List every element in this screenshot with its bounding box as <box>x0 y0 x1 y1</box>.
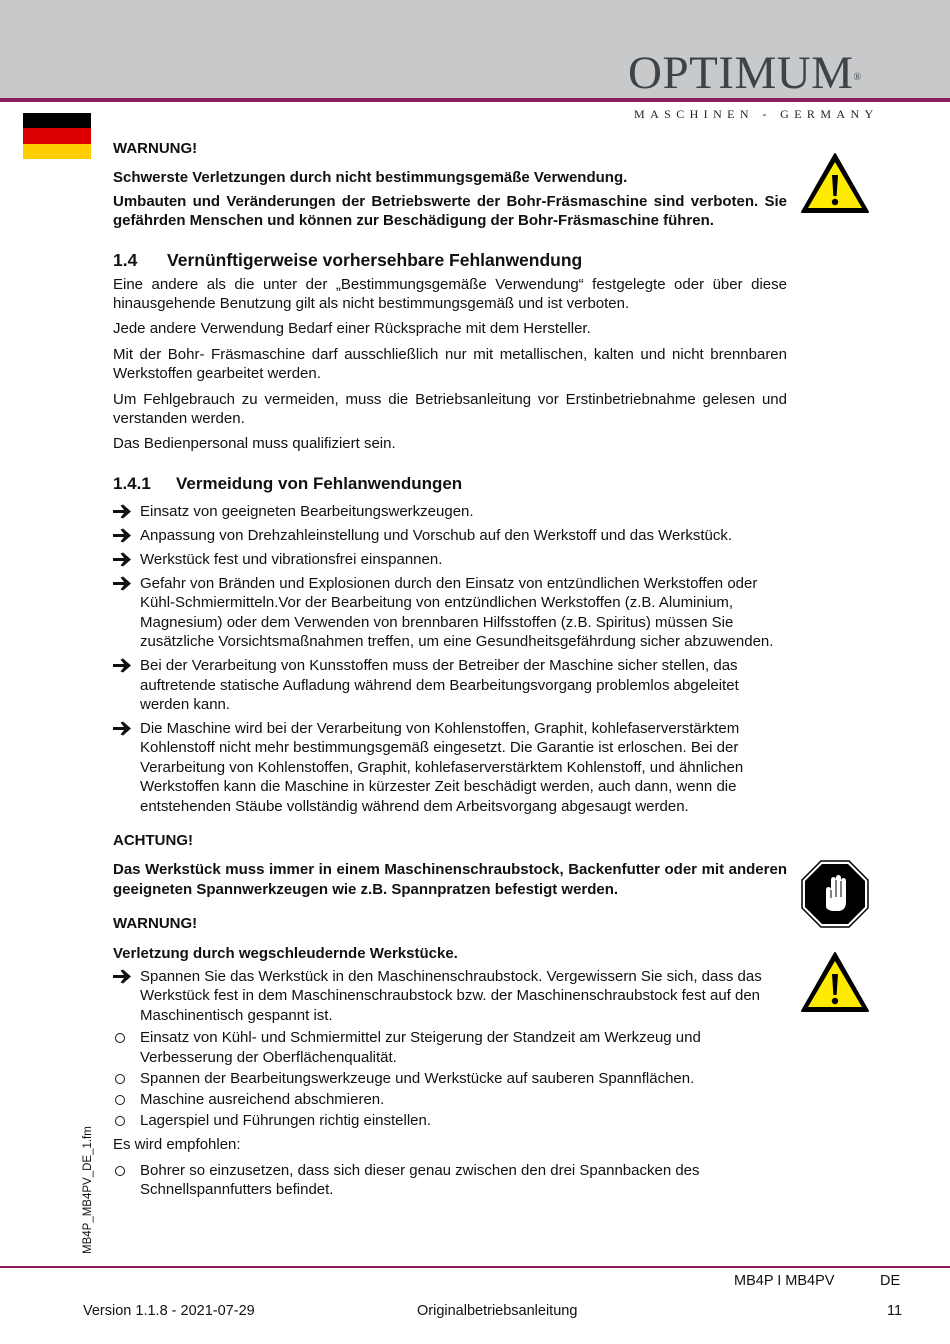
caution-text: Das Werkstück muss immer in einem Maschinenschraubstock, Backenfutter oder mit anderen geeigneten Spannwerkzeugen wie z.B. Spannpratzen befestigt werden. <box>113 861 787 898</box>
list-item: Einsatz von Kühl- und Schmiermittel zur Steigerung der Standzeit am Werkzeug und Verbesserung der Oberflächenqualität. <box>113 1028 787 1067</box>
warning-triangle-icon <box>800 951 870 1013</box>
list-item: Einsatz von geeigneten Bearbeitungswerkzeugen. <box>113 502 787 521</box>
list-item: Maschine ausreichend abschmieren. <box>113 1090 787 1109</box>
section-heading-1-4: 1.4 Vernünftigerweise vorhersehbare Fehlanwendung <box>113 249 583 270</box>
footer-language: DE <box>880 1273 901 1289</box>
paragraph: Mit der Bohr- Fräsmaschine darf ausschließlich nur mit metallischen, kalten und nicht brennbaren Werkstoffen gearbeitet werden. <box>113 345 787 383</box>
arrow-right-icon <box>112 502 134 521</box>
warning-triangle-icon <box>800 152 870 214</box>
footer-rule <box>0 1266 950 1268</box>
stop-hand-icon <box>801 860 869 928</box>
list-item: Spannen der Bearbeitungswerkzeuge und Werkstücke auf sauberen Spannflächen. <box>113 1069 787 1088</box>
circle-bullet-icon <box>115 1033 125 1043</box>
logo-subtitle: MASCHINEN - GERMANY <box>634 107 879 121</box>
caution-label: ACHTUNG! <box>113 831 193 849</box>
arrow-right-icon <box>112 550 134 569</box>
section-heading-1-4-1: 1.4.1 Vermeidung von Fehlanwendungen <box>113 473 463 493</box>
list-item: Werkstück fest und vibrationsfrei einspannen. <box>113 550 787 569</box>
warning-lead: Schwerste Verletzungen durch nicht bestimmungsgemäße Verwendung. <box>113 169 628 187</box>
list-item: Anpassung von Drehzahleinstellung und Vorschub auf den Werkstoff und das Werkstück. <box>113 526 787 545</box>
page-number: 11 <box>887 1303 903 1319</box>
list-item: Bohrer so einzusetzen, dass sich dieser genau zwischen den drei Spannbacken des Schnellspannfutters befindet. <box>113 1161 787 1200</box>
warning-text: Umbauten und Veränderungen der Betriebswerte der Bohr-Fräsmaschine sind verboten. Sie gefährden Menschen und können zur Beschädigung der Bohr-Fräsmaschine führen. <box>113 192 787 230</box>
list-item: Gefahr von Bränden und Explosionen durch den Einsatz von entzündlichen Werkstoffen oder Kühl-Schmiermitteln.Vor der Bearbeitung von entzündlichen Werkstoffen (z.B. Aluminium, Magnesium) oder dem Verwenden von brennbaren Hilfsstoffen (z.B. Spiritus) müssen Sie zusätzliche Vorsichtsmaßnahmen treffen, um eine Gesundheitsgefährdung sicher abzuwenden. <box>113 574 787 652</box>
warning-label: WARNUNG! <box>113 140 198 157</box>
arrow-right-icon <box>112 526 134 545</box>
paragraph: Das Bedienpersonal muss qualifiziert sein. <box>113 435 396 453</box>
circle-bullet-icon <box>115 1166 125 1176</box>
circle-bullet-icon <box>115 1095 125 1105</box>
workpiece-list <box>113 967 787 1130</box>
arrow-right-icon <box>112 574 134 593</box>
main-content <box>113 139 787 1199</box>
circle-bullet-icon <box>115 1074 125 1084</box>
list-item: Die Maschine wird bei der Verarbeitung von Kohlenstoffen, Graphit, kohlefaserverstärktem Kohlenstoff nicht mehr bestimmungsgemäß eingesetzt. Die Garantie ist erloschen. Bei der Verarbeitung von Kohlenstoffen, Graphit, kohlefaserverstärktem Kohlenstoff, und ähnlichen Werkstoffen kann die Maschine in kürzester Zeit beschädigt werden, auch dann, wenn die entstehenden Stäube vollständig während dem Arbeitsvorgang abgesaugt werden. <box>113 719 787 816</box>
paragraph: Um Fehlgebrauch zu vermeiden, muss die Betriebsanleitung vor Erstinbetriebnahme gelesen und verstanden werden. <box>113 390 787 428</box>
optimum-logo: OPTIMUM® <box>628 47 862 99</box>
paragraph: Jede andere Verwendung Bedarf einer Rücksprache mit dem Hersteller. <box>113 320 591 338</box>
list-item: Bei der Verarbeitung von Kunsstoffen muss der Betreiber der Maschine sicher stellen, das auftretende statische Aufladung während dem Bearbeitungsvorgang problemlos abgeleitet werden kann. <box>113 656 787 714</box>
circle-bullet-icon <box>115 1116 125 1126</box>
list-item: Lagerspiel und Führungen richtig einstellen. <box>113 1111 787 1130</box>
warning-label: WARNUNG! <box>113 915 198 933</box>
footer-version: Version 1.1.8 - 2021-07-29 <box>83 1303 255 1319</box>
misuse-list <box>113 502 787 816</box>
warning-lead: Verletzung durch wegschleudernde Werkstücke. <box>113 944 458 962</box>
section-1-4-body <box>113 275 787 454</box>
file-label: MB4P_MB4PV_DE_1.fm <box>82 1126 94 1254</box>
arrow-right-icon <box>112 719 134 738</box>
arrow-right-icon <box>112 967 134 986</box>
footer-doc-type: Originalbetriebsanleitung <box>417 1303 578 1319</box>
arrow-right-icon <box>112 656 134 675</box>
footer-model: MB4P I MB4PV <box>734 1273 835 1289</box>
list-item: Spannen Sie das Werkstück in den Maschinenschraubstock. Vergewissern Sie sich, dass das Werkstück fest in dem Maschinenschraubstock bzw. der Maschinenschraubstock fest auf den Maschinentisch gespannt ist. <box>113 967 787 1025</box>
paragraph: Eine andere als die unter der „Bestimmungsgemäße Verwendung“ festgelegte oder über diese hinausgehende Benutzung gilt als nicht bestimmungsgemäß und ist verboten. <box>113 275 787 313</box>
recommendation-label: Es wird empfohlen: <box>113 1136 241 1154</box>
germany-flag-icon <box>23 113 91 159</box>
